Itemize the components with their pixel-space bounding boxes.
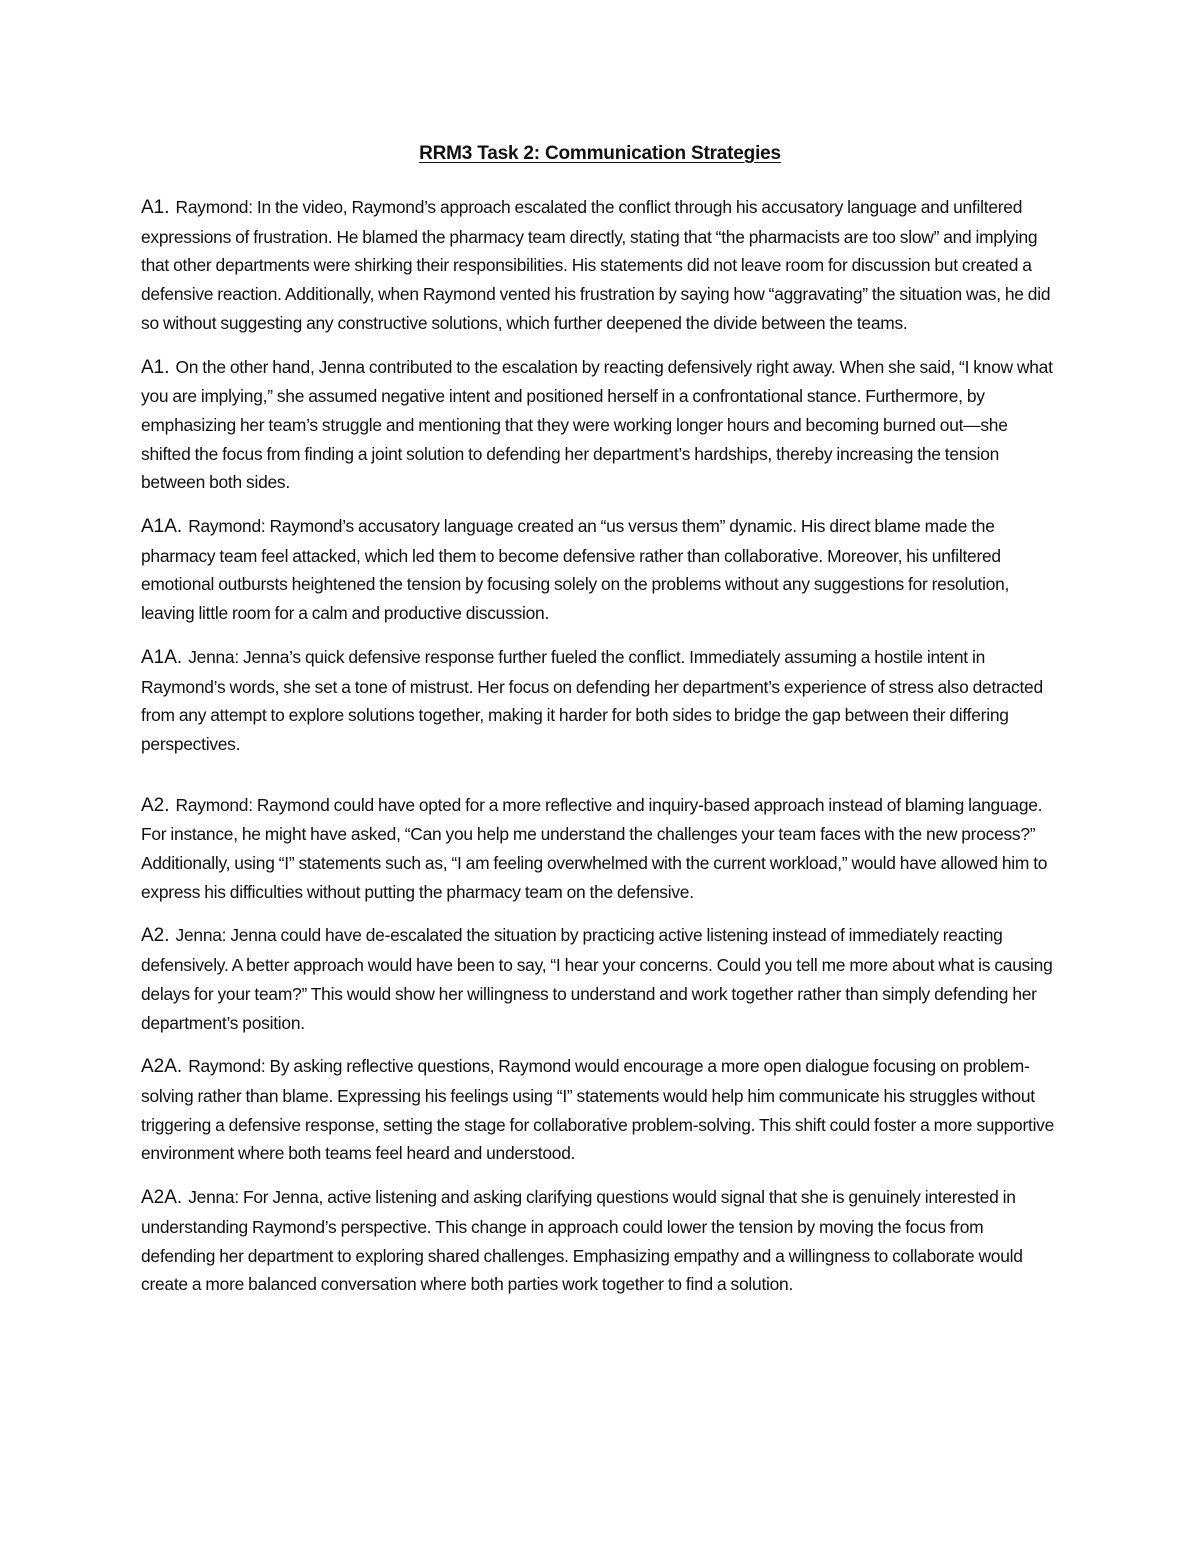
section-label: A2A. (141, 1187, 183, 1209)
paragraph-text: Raymond: In the video, Raymond’s approach escalated the conflict through his accusatory language and unfiltered expressions of frustration. He blamed the pharmacy team directly, stating that “the pharmacists are too slow” and implying that other departments were shirking their responsibilities. His statements did not leave room for discussion but created a defensive reaction. Additionally, when Raymond vented his frustration by saying how “aggravating” the situation was, he did so without suggesting any constructive solutions, which further deepened the divide between the teams. (141, 197, 1051, 333)
section-label: A2. (141, 925, 170, 947)
paragraph-text: Raymond: Raymond’s accusatory language created an “us versus them” dynamic. His direct blame made the pharmacy team feel attacked, which led them to become defensive rather than collaborative. Moreover, his unfiltered emotional outbursts heightened the tension by focusing solely on the problems without any suggestions for resolution, leaving little room for a calm and productive discussion. (141, 516, 1010, 624)
paragraph-a1-jenna (141, 353, 1061, 498)
paragraph-text: Jenna: Jenna could have de-escalated the situation by practicing active listening instead of immediately reacting defensively. A better approach would have been to say, “I hear your concerns. Could you tell me more about what is causing delays for your team?” This would show her willingness to understand and work together rather than simply defending her department’s position. (141, 925, 1053, 1033)
paragraph-a1a-jenna (141, 643, 1061, 759)
paragraph-a2a-jenna (141, 1183, 1061, 1299)
section-label: A2. (141, 794, 170, 816)
section-label: A1A. (141, 516, 183, 538)
section-label: A1. (141, 356, 170, 378)
section-label: A2A. (141, 1056, 183, 1078)
paragraph-text: Raymond: Raymond could have opted for a more reflective and inquiry-based approach instead of blaming language. For instance, he might have asked, “Can you help me understand the challenges your team faces with the new process?” Additionally, using “I” statements such as, “I am feeling overwhelmed with the current workload,” would have allowed him to express his difficulties without putting the pharmacy team on the defensive. (141, 794, 1048, 902)
paragraph-a2-raymond (141, 791, 1061, 907)
paragraph-a1a-raymond (141, 512, 1061, 628)
paragraph-a2-jenna (141, 921, 1061, 1037)
paragraph-text: On the other hand, Jenna contributed to the escalation by reacting defensively right away. When she said, “I know what you are implying,” she assumed negative intent and positioned herself in a confrontational stance. Furthermore, by emphasizing her team’s struggle and mentioning that they were working longer hours and becoming burned out—she shifted the focus from finding a joint solution to defending her department’s hardships, thereby increasing the tension between both sides. (141, 356, 1053, 493)
document-body (141, 193, 1061, 1314)
paragraph-text: Jenna: Jenna’s quick defensive response further fueled the conflict. Immediately assuming a hostile intent in Raymond’s words, she set a tone of mistrust. Her focus on defending her department’s experience of stress also detracted from any attempt to explore solutions together, making it harder for both sides to bridge the gap between their differing perspectives. (141, 646, 1043, 754)
document-title: RRM3 Task 2: Communication Strategies (419, 143, 781, 164)
paragraph-text: Jenna: For Jenna, active listening and asking clarifying questions would signal that she is genuinely interested in understanding Raymond’s perspective. This change in approach could lower the tension by moving the focus from defending her department to exploring shared challenges. Emphasizing empathy and a willingness to collaborate would create a more balanced conversation where both parties work together to find a solution. (141, 1187, 1023, 1295)
paragraph-a2a-raymond (141, 1052, 1061, 1168)
paragraph-a1-raymond (141, 193, 1061, 338)
section-label: A1. (141, 197, 170, 218)
section-label: A1A. (141, 646, 183, 668)
paragraph-text: Raymond: By asking reflective questions, Raymond would encourage a more open dialogue focusing on problem-solving rather than blame. Expressing his feelings using “I” statements would help him communicate his struggles without triggering a defensive response, setting the stage for collaborative problem-solving. This shift could foster a more supportive environment where both teams feel heard and understood. (141, 1056, 1055, 1164)
